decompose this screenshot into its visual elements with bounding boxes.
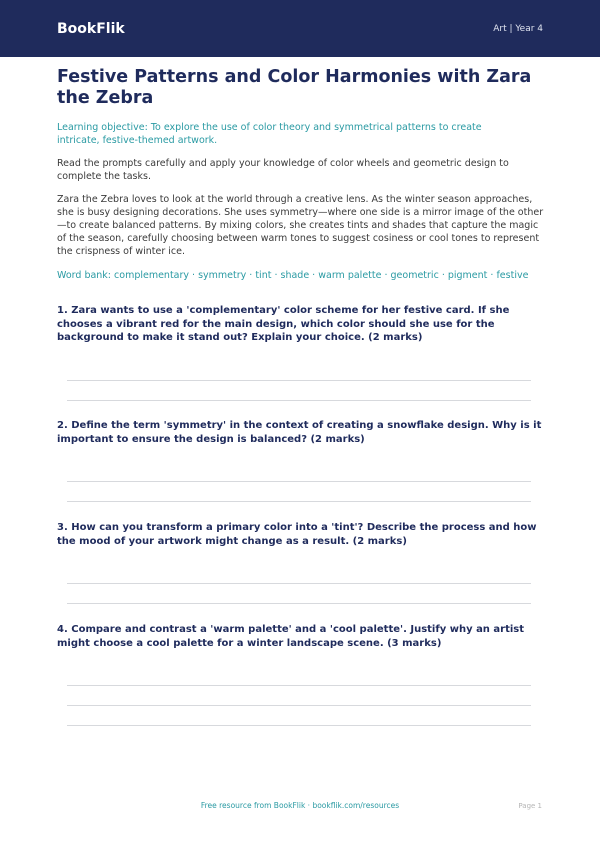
answer-line (67, 725, 531, 726)
page-number: Page 1 (518, 802, 542, 810)
answer-line (67, 501, 531, 502)
footer-credit: Free resource from BookFlik · bookflik.com/resources (200, 801, 400, 810)
page-header (0, 0, 600, 57)
subject-year-label: Art | Year 4 (493, 23, 543, 34)
answer-line (67, 603, 531, 604)
answer-line (67, 380, 531, 381)
worksheet-title: Festive Patterns and Color Harmonies with Zara the Zebra (57, 67, 532, 108)
story-paragraph: Zara the Zebra loves to look at the world through a creative lens. As the winter season approaches, she is busy designing decorations. She uses symmetry—where one side is a mirror image of the other—to create balanced patterns. By mixing colors, she creates tints and shades that capture the magic of the season, carefully choosing between warm tones to suggest cosiness or cool tones to represent the crispness of winter ice. (57, 194, 544, 257)
instructions-text: Read the prompts carefully and apply your knowledge of color wheels and geometric design to complete the tasks. (57, 158, 509, 182)
brand-logo-text: BookFlik (57, 20, 125, 37)
question-3: 3. How can you transform a primary color into a 'tint'? Describe the process and how the mood of your artwork might change as a result. (2 marks) (57, 522, 537, 547)
answer-line (67, 583, 531, 584)
learning-objective: Learning objective: To explore the use of color theory and symmetrical patterns to create intricate, festive-themed artwork. (57, 122, 482, 146)
answer-line (67, 685, 531, 686)
answer-line (67, 400, 531, 401)
answer-line (67, 705, 531, 706)
answer-line (67, 481, 531, 482)
question-4: 4. Compare and contrast a 'warm palette' and a 'cool palette'. Justify why an artist might choose a cool palette for a winter landscape scene. (3 marks) (57, 624, 525, 649)
question-1: 1. Zara wants to use a 'complementary' color scheme for her festive card. If she chooses a vibrant red for the main design, which color should she use for the background to make it stand out? Explain your choice. (2 marks) (57, 305, 510, 343)
question-2: 2. Define the term 'symmetry' in the context of creating a snowflake design. Why is it important to ensure the design is balanced? (2 marks) (57, 420, 542, 445)
word-bank: Word bank: complementary · symmetry · tint · shade · warm palette · geometric · pigment · festive (57, 270, 529, 281)
